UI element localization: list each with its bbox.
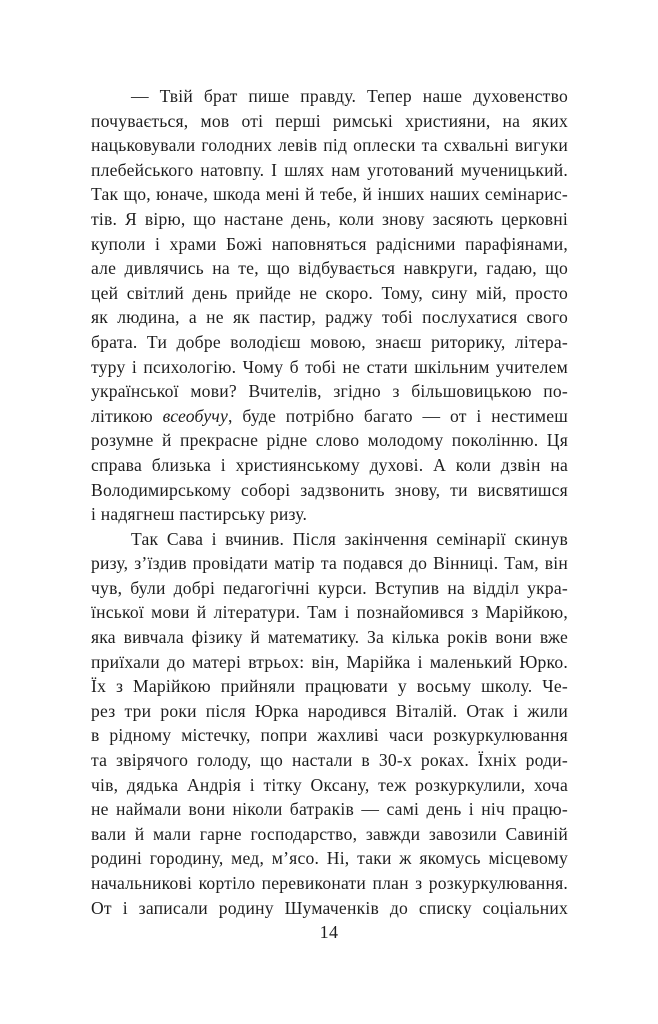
body-text: та звірячого голоду, що настали в 30-х роках. Їхніх роди- — [91, 750, 568, 771]
body-text: їнської мови й літератури. Там і познайомився з Марійкою, — [91, 602, 568, 623]
text-line — [91, 502, 568, 527]
text-line — [91, 281, 568, 306]
body-text: почувається, мов оті перші римські християни, на яких — [91, 110, 568, 131]
text-line — [91, 797, 568, 822]
text-line — [91, 600, 568, 625]
body-text: літикою — [91, 405, 163, 426]
text-line — [91, 478, 568, 503]
italic-text: всеобучу — [162, 405, 229, 426]
body-text: як людина, а не як пастир, раджу тобі послухатися свого — [91, 307, 568, 328]
text-line — [91, 232, 568, 257]
body-text: цей світлий день прийде не скоро. Тому, сину мій, просто — [91, 282, 568, 303]
text-line — [91, 207, 568, 232]
text-line — [91, 428, 568, 453]
text-line — [91, 846, 568, 871]
body-text: справа близька і християнському духові. А коли дзвін на — [91, 454, 568, 475]
body-text: яка вивчала фізику й математику. За кілька років вони вже — [91, 627, 568, 648]
body-text: Так Сава і вчинив. Після закінчення семінарії скинув — [131, 528, 568, 549]
text-line — [91, 330, 568, 355]
text-line — [91, 158, 568, 183]
text-line — [91, 723, 568, 748]
body-text: не наймали вони ніколи батраків — самі день і ніч працю- — [91, 799, 568, 820]
text-line — [91, 109, 568, 134]
body-text: в рідному містечку, попри жахливі часи розкуркулювання — [91, 725, 568, 746]
text-line — [91, 896, 568, 921]
page-number: 14 — [319, 922, 339, 942]
text-line — [91, 182, 568, 207]
body-text: нацьковували голодних левів під оплески та схвальні вигуки — [91, 135, 568, 156]
text-line — [91, 773, 568, 798]
text-line — [91, 650, 568, 675]
body-text: родині городину, мед, м’ясо. Ні, таки ж якомусь місцевому — [91, 848, 568, 869]
text-line — [91, 355, 568, 380]
text-line — [91, 674, 568, 699]
body-text: От і записали родину Шумаченків до списку соціальних — [91, 897, 568, 918]
body-text: начальникові кортіло перевиконати план з розкуркулювання. — [91, 873, 568, 893]
text-line — [91, 84, 568, 109]
text-line — [91, 551, 568, 576]
text-line — [91, 453, 568, 478]
body-text: Так що, юначе, шкода мені й тебе, й інших наших семінарис- — [91, 184, 568, 205]
body-text: туру і психологію. Чому б тобі не стати шкільним учителем — [91, 356, 568, 377]
body-text: Володимирському соборі задзвонить знову, ти висвятишся — [91, 479, 568, 500]
text-line — [91, 305, 568, 330]
text-line — [91, 822, 568, 847]
text-line — [91, 379, 568, 404]
body-text: української мови? Вчителів, згідно з більшовицькою по- — [91, 381, 568, 402]
body-text: Їх з Марійкою прийняли працювати у восьму школу. Че- — [91, 676, 568, 697]
text-line — [91, 871, 568, 896]
body-text: розумне й прекрасне рідне слово молодому поколінню. Ця — [91, 430, 568, 451]
body-text: і надягнеш пастирську ризу. — [91, 504, 308, 525]
text-line — [91, 576, 568, 601]
body-text: чів, дядька Андрія і тітку Оксану, теж розкуркулили, хоча — [91, 774, 568, 795]
text-line — [91, 527, 568, 552]
body-text: чув, були добрі педагогічні курси. Вступив на відділ укра- — [91, 577, 568, 598]
text-line — [91, 404, 568, 429]
text-line — [91, 256, 568, 281]
body-text: рез три роки після Юрка народився Віталій. Отак і жили — [91, 700, 568, 721]
body-text: приїхали до матері втрьох: він, Марійка і маленький Юрко. — [91, 651, 568, 672]
text-line — [91, 625, 568, 650]
body-text: брата. Ти добре володієш мовою, знаєш риторику, літера- — [91, 331, 568, 352]
body-text: плебейського натовпу. І шлях нам уготований мученицький. — [91, 159, 568, 180]
body-text: ризу, з’їздив провідати матір та подався до Вінниці. Там, він — [91, 553, 568, 574]
body-text: куполи і храми Божі наповняться радісними парафіянами, — [91, 233, 568, 254]
text-block — [91, 84, 568, 920]
body-text: тів. Я вірю, що настане день, коли знову засяють церковні — [91, 208, 568, 229]
body-text: — Твій брат пише правду. Тепер наше духовенство — [131, 86, 568, 106]
text-line — [91, 699, 568, 724]
text-line — [91, 133, 568, 158]
body-text: , буде потрібно багато — от і нестимеш — [228, 405, 568, 426]
body-text: але дивлячись на те, що відбувається навкруги, гадаю, що — [91, 258, 568, 279]
text-line — [91, 748, 568, 773]
body-text: вали й мали гарне господарство, завжди завозили Савиній — [91, 823, 568, 844]
